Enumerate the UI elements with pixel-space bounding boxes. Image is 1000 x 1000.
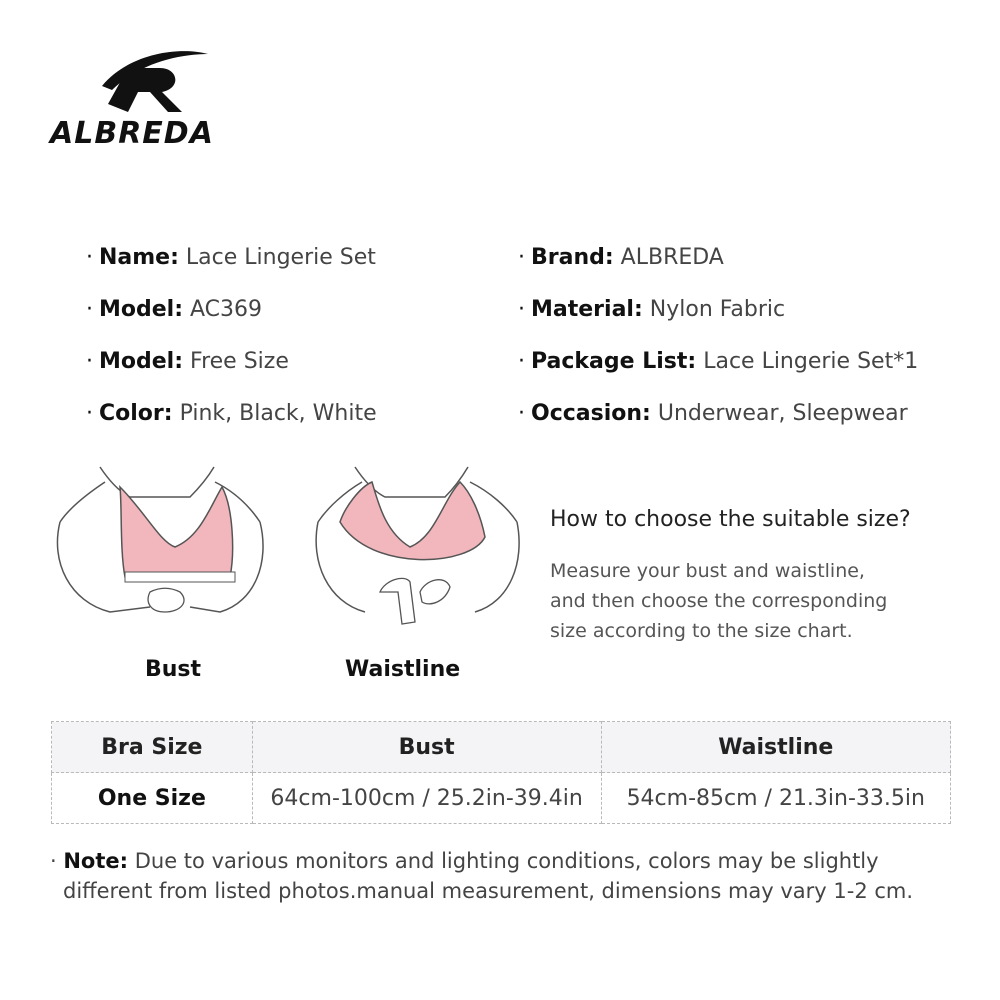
size-table <box>51 721 951 824</box>
table-cell: 64cm-100cm / 25.2in-39.4in <box>252 773 601 824</box>
note: · Note: Due to various monitors and lighting conditions, colors may be slightly different from listed photos.manual measurement, dimensions may vary 1-2 cm. <box>50 849 914 903</box>
waist-measure-illustration <box>310 462 525 642</box>
logo-mark-icon <box>98 46 218 118</box>
spec-brand: · Brand: ALBREDA <box>518 245 724 270</box>
spec-color: · Color: Pink, Black, White <box>86 401 377 426</box>
bust-label: Bust <box>145 657 202 682</box>
table-header-cell: Waistline <box>601 722 950 773</box>
table-header-row <box>52 722 951 773</box>
spec-occasion: · Occasion: Underwear, Sleepwear <box>518 401 908 426</box>
bust-measure-illustration <box>50 462 270 642</box>
brand-logo <box>50 46 220 156</box>
spec-name: · Name: Lace Lingerie Set <box>86 245 376 270</box>
table-row <box>52 773 951 824</box>
spec-model-code: · Model: AC369 <box>86 297 263 322</box>
spec-package: · Package List: Lace Lingerie Set*1 <box>518 349 919 374</box>
spec-material: · Material: Nylon Fabric <box>518 297 786 322</box>
table-header-cell: Bust <box>252 722 601 773</box>
howto-text: Measure your bust and waistline, and then choose the corresponding size according to the size chart. <box>550 560 888 642</box>
table-header-cell: Bra Size <box>52 722 253 773</box>
howto-title: How to choose the suitable size? <box>550 507 911 532</box>
table-cell: One Size <box>52 773 253 824</box>
table-cell: 54cm-85cm / 21.3in-33.5in <box>601 773 950 824</box>
spec-model-size: · Model: Free Size <box>86 349 289 374</box>
brand-wordmark: ALBREDA <box>50 116 214 151</box>
waistline-label: Waistline <box>345 657 461 682</box>
